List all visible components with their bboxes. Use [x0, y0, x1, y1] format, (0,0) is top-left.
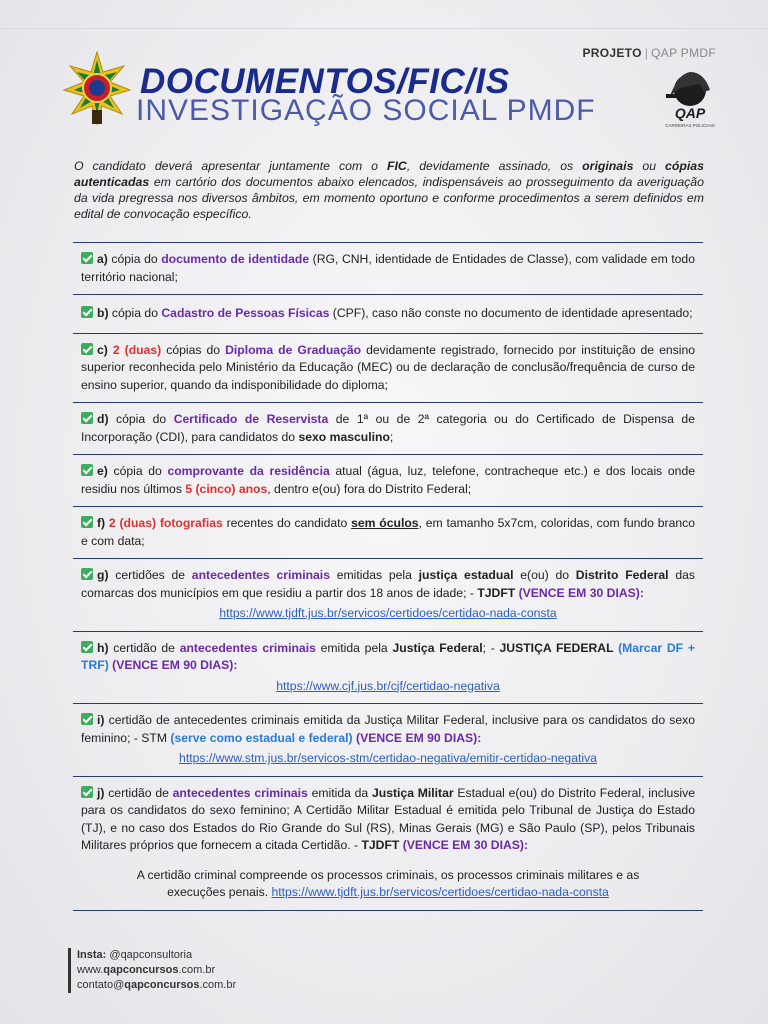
list-item-b: b) cópia do Cadastro de Pessoas Físicas (CPF), caso não conste no documento de identidade apresentado; [73, 294, 703, 333]
list-item-e: e) cópia do comprovante da residência atual (água, luz, telefone, contracheque etc.) e dos locais onde residiu nos últimos 5 (cinco) anos, dentro e(ou) fora do Distrito Federal; [73, 454, 703, 506]
cjf-link[interactable]: https://www.cjf.jus.br/cjf/certidao-negativa [276, 678, 500, 693]
footer-insta: Insta: @qapconsultoria [77, 949, 193, 961]
footer-email[interactable]: contato@qapconcursos.com.br [77, 979, 237, 991]
svg-text:QAP: QAP [674, 105, 706, 121]
criminal-note: A certidão criminal compreende os processos criminais, os processos criminais militares e as execuções penais. [136, 867, 640, 899]
list-item-h: h) certidão de antecedentes criminais emitida pela Justiça Federal; - JUSTIÇA FEDERAL (Marcar DF + TRF) (VENCE EM 90 DIAS): https://www.cjf.jus.br/cjf/certidao-negativa [73, 631, 703, 704]
document-list [73, 242, 703, 911]
tjdft-link[interactable]: https://www.tjdft.jus.br/servicos/certidoes/certidao-nada-consta [219, 606, 557, 620]
checkbox-checked-icon [81, 464, 93, 476]
list-item-d: d) cópia do Certificado de Reservista de 1ª ou de 2ª categoria ou do Certificado de Dispensa de Incorporação (CDI), para candidatos do sexo masculino; [73, 402, 703, 454]
page-title: DOCUMENTOS/FIC/IS [140, 62, 510, 101]
checkbox-checked-icon [81, 713, 93, 725]
top-divider [0, 28, 768, 29]
project-label: PROJETO | QAP PMDF [582, 46, 716, 60]
list-item-g: g) certidões de antecedentes criminais emitidas pela justiça estadual e(ou) do Distrito Federal das comarcas dos municípios em que residiu a partir dos 18 anos de idade; - TJDFT (VENCE EM 30 DIAS): https://www.tjdft.jus.br/servicos/certidoes/certidao-nada-consta [73, 558, 703, 631]
checkbox-checked-icon [81, 412, 93, 424]
svg-text:CARREIRAS POLICIAIS: CARREIRAS POLICIAIS [665, 123, 715, 128]
stm-link[interactable]: https://www.stm.jus.br/servicos-stm/certidao-negativa/emitir-certidao-negativa [179, 751, 597, 765]
list-item-a: a) cópia do documento de identidade (RG, CNH, identidade de Entidades de Classe), com validade em todo território nacional; [73, 242, 703, 294]
checkbox-checked-icon [81, 306, 93, 318]
pmdf-emblem-icon [62, 50, 132, 126]
list-item-j: j) certidão de antecedentes criminais emitida da Justiça Militar Estadual e(ou) do Distrito Federal, inclusive para os candidatos do sexo feminino; A Certidão Militar Estadual é emitida pelo Tribunal de Justiça do Estado (TJ), e no caso dos Estados do Rio Grande do Sul (RS), Minas Gerais (MG) e São Paulo (SP), pelos Tribunais Militares próprios que fornecem a citada Certidão. - TJDFT (VENCE EM 30 DIAS): A certidão criminal compreende os processos criminais, os processos criminais militares e as execuções penais. https://www.tjdft.jus.br/servicos/certidoes/certidao-nada-consta [73, 776, 703, 911]
footer-website[interactable]: www.qapconcursos.com.br [77, 964, 216, 976]
qap-logo-icon [660, 66, 720, 130]
checkbox-checked-icon [81, 343, 93, 355]
list-item-f: f) 2 (duas) fotografias recentes do candidato sem óculos, em tamanho 5x7cm, coloridas, com fundo branco e com data; [73, 506, 703, 558]
checkbox-checked-icon [81, 516, 93, 528]
list-item-c: c) 2 (duas) cópias do Diploma de Graduação devidamente registrado, fornecido por instituição de ensino superior reconhecida pelo Ministério da Educação (MEC) ou de declaração de conclusão/frequência de curso de ensino superior, quando da indisponibilidade do diploma; [73, 333, 703, 403]
page-subtitle: INVESTIGAÇÃO SOCIAL PMDF [136, 94, 596, 127]
list-item-i: i) certidão de antecedentes criminais emitida da Justiça Militar Federal, inclusive para os candidatos do sexo feminino; - STM (serve como estadual e federal) (VENCE EM 90 DIAS): https://www.stm.jus.br/servicos-stm/certidao-negativa/emitir-certidao-negativa [73, 703, 703, 776]
checkbox-checked-icon [81, 568, 93, 580]
checkbox-checked-icon [81, 786, 93, 798]
footer-contacts [68, 948, 236, 993]
intro-paragraph: O candidato deverá apresentar juntamente com o FIC, devidamente assinado, os originais ou cópias autenticadas em cartório dos documentos abaixo elencados, indispensáveis ao prosseguimento da averiguação da vida pregressa nos diversos âmbitos, em momento oportuno e conforme procedimentos a serem definidos em edital de convocação específico. [74, 159, 704, 221]
tjdft-link-2[interactable]: https://www.tjdft.jus.br/servicos/certidoes/certidao-nada-consta [271, 885, 609, 899]
checkbox-checked-icon [81, 641, 93, 653]
checkbox-checked-icon [81, 252, 93, 264]
